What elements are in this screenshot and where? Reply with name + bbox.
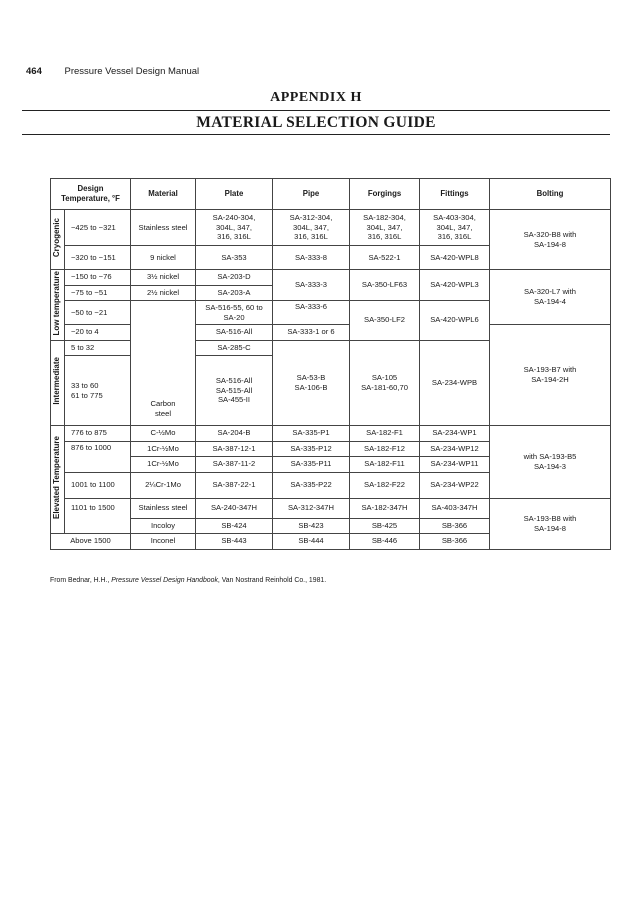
- group-intermediate: [51, 340, 65, 426]
- pipe-cell: SA-312-304, 304L, 347, 316, 316L: [273, 210, 350, 246]
- fittings-cell: SA-234-WP12: [420, 441, 490, 457]
- fittings-cell: SA-234-WP11: [420, 457, 490, 473]
- fittings-cell: SA-234-WP22: [420, 472, 490, 498]
- fittings-cell: SA-234-WPB: [420, 340, 490, 426]
- col-forgings: Forgings: [350, 179, 420, 210]
- temp-cell: −150 to −76: [65, 270, 131, 286]
- plate-cell: SB-443: [196, 534, 273, 550]
- pipe-cell: SA-333-1 or 6: [273, 325, 350, 341]
- header-row: [51, 179, 611, 210]
- temp-cell: 776 to 875: [65, 426, 131, 442]
- group-elevated: [51, 426, 65, 534]
- bolting-cell: with SA-193-B5 SA-194-3: [490, 426, 611, 499]
- fittings-cell: SA-420-WPL6: [420, 301, 490, 341]
- bolting-cell: SA-320-B8 with SA-194-8: [490, 210, 611, 270]
- table-row: [51, 498, 611, 518]
- plate-cell: SA-285-C: [196, 340, 273, 356]
- temp-cell: 5 to 32: [65, 340, 131, 356]
- temp-cell: 1101 to 1500: [65, 498, 131, 534]
- forgings-cell: SA-182-347H: [350, 498, 420, 518]
- forgings-cell: SA-350-LF2: [350, 301, 420, 341]
- col-design-temperature: [51, 179, 131, 210]
- pipe-cell: SA-335-P1: [273, 426, 350, 442]
- fittings-cell: SA-420-WPL3: [420, 270, 490, 301]
- caption-prefix: From Bednar, H.H.,: [50, 577, 112, 584]
- pipe-cell: SA-335-P11: [273, 457, 350, 473]
- material-selection-table: [50, 178, 611, 550]
- forgings-cell: SA-182-F22: [350, 472, 420, 498]
- page-title: MATERIAL SELECTION GUIDE: [196, 114, 436, 131]
- title-rule-bottom: [22, 134, 610, 135]
- pipe-cell: SB-423: [273, 518, 350, 534]
- pipe-cell: SA-335-P22: [273, 472, 350, 498]
- forgings-cell: SB-425: [350, 518, 420, 534]
- source-caption: [50, 577, 326, 584]
- forgings-cell: SA-522-1: [350, 246, 420, 270]
- caption-book: Pressure Vessel Design Handbook: [111, 577, 218, 584]
- group-low-temperature: [51, 270, 65, 341]
- material-cell: 9 nickel: [131, 246, 196, 270]
- fittings-cell: SA-234-WP1: [420, 426, 490, 442]
- temp-cell: −20 to 4: [65, 325, 131, 341]
- temp-cell: −425 to −321: [65, 210, 131, 246]
- plate-cell: SA-353: [196, 246, 273, 270]
- forgings-cell: SA-182-F1: [350, 426, 420, 442]
- plate-cell: SA-240-347H: [196, 498, 273, 518]
- plate-cell: SA-203-A: [196, 285, 273, 301]
- pipe-cell: SA-335-P12: [273, 441, 350, 457]
- pipe-cell: SA-53-B SA-106-B: [273, 340, 350, 426]
- book-title: Pressure Vessel Design Manual: [64, 66, 200, 77]
- design-temp-label-1: Design: [77, 183, 104, 193]
- table-row: [51, 270, 611, 286]
- material-cell: 2½ nickel: [131, 285, 196, 301]
- plate-cell: SA-516-55, 60 to SA-20: [196, 301, 273, 325]
- col-fittings: Fittings: [420, 179, 490, 210]
- fittings-cell: SA-420-WPL8: [420, 246, 490, 270]
- table-row: [51, 426, 611, 442]
- caption-suffix: , Van Nostrand Reinhold Co., 1981.: [217, 577, 327, 584]
- material-cell-carbon-steel: Carbon steel: [131, 301, 196, 426]
- group-label: Low temperature: [52, 270, 62, 336]
- plate-cell: SA-387-22-1: [196, 472, 273, 498]
- material-cell: 1Cr-½Mo: [131, 457, 196, 473]
- plate-cell: SA-203-D: [196, 270, 273, 286]
- group-cryogenic: [51, 210, 65, 270]
- appendix-label: APPENDIX H: [270, 90, 362, 105]
- col-plate: Plate: [196, 179, 273, 210]
- material-cell: Inconel: [131, 534, 196, 550]
- forgings-cell: SA-182-F11: [350, 457, 420, 473]
- forgings-cell: SA-182-F12: [350, 441, 420, 457]
- bolting-cell: SA-193-B8 with SA-194-8: [490, 498, 611, 549]
- bolting-cell: SA-193-B7 with SA-194-2H: [490, 325, 611, 426]
- pipe-cell: SA-312-347H: [273, 498, 350, 518]
- plate-cell: SA-516-All: [196, 325, 273, 341]
- temp-cell: −50 to −21: [65, 301, 131, 325]
- pipe-cell: SA-333-6: [273, 301, 350, 325]
- temp-cell: 1001 to 1100: [65, 472, 131, 498]
- material-cell: Stainless steel: [131, 210, 196, 246]
- plate-cell: SA-204-B: [196, 426, 273, 442]
- bolting-cell: SA-320-L7 with SA-194-4: [490, 270, 611, 325]
- fittings-cell: SB-366: [420, 534, 490, 550]
- material-cell: C-½Mo: [131, 426, 196, 442]
- plate-cell: SA-387-11-2: [196, 457, 273, 473]
- group-label: Intermediate: [52, 357, 62, 405]
- temp-cell: Above 1500: [51, 534, 131, 550]
- fittings-cell: SA-403-304, 304L, 347, 316, 316L: [420, 210, 490, 246]
- pipe-cell: SA-333-3: [273, 270, 350, 301]
- material-cell: 3½ nickel: [131, 270, 196, 286]
- page-number: 464: [26, 66, 42, 77]
- temp-cell: 33 to 60 61 to 775: [65, 356, 131, 426]
- temp-cell: 876 to 1000: [65, 441, 131, 472]
- material-cell: Stainless steel: [131, 498, 196, 518]
- plate-cell: SB-424: [196, 518, 273, 534]
- forgings-cell: SA-105 SA-181-60,70: [350, 340, 420, 426]
- pipe-cell: SA-333-8: [273, 246, 350, 270]
- material-cell: Incoloy: [131, 518, 196, 534]
- design-temp-label-2: Temperature, °F: [61, 194, 120, 203]
- plate-cell: SA-516-All SA-515-All SA-455-II: [196, 356, 273, 426]
- fittings-cell: SB-366: [420, 518, 490, 534]
- forgings-cell: SA-350-LF63: [350, 270, 420, 301]
- col-material: Material: [131, 179, 196, 210]
- col-pipe: Pipe: [273, 179, 350, 210]
- forgings-cell: SA-182-304, 304L, 347, 316, 316L: [350, 210, 420, 246]
- table-row: [51, 210, 611, 246]
- fittings-cell: SA-403-347H: [420, 498, 490, 518]
- plate-cell: SA-240-304, 304L, 347, 316, 316L: [196, 210, 273, 246]
- running-header: [26, 66, 199, 77]
- material-cell: 1Cr-½Mo: [131, 441, 196, 457]
- temp-cell: −320 to −151: [65, 246, 131, 270]
- group-label: Cryogenic: [52, 218, 62, 258]
- forgings-cell: SB-446: [350, 534, 420, 550]
- col-bolting: Bolting: [490, 179, 611, 210]
- pipe-cell: SB-444: [273, 534, 350, 550]
- group-label: Elevated Temperature: [52, 436, 62, 520]
- title-rule-top: [22, 110, 610, 111]
- temp-cell: −75 to −51: [65, 285, 131, 301]
- material-cell: 2¼Cr-1Mo: [131, 472, 196, 498]
- plate-cell: SA-387-12-1: [196, 441, 273, 457]
